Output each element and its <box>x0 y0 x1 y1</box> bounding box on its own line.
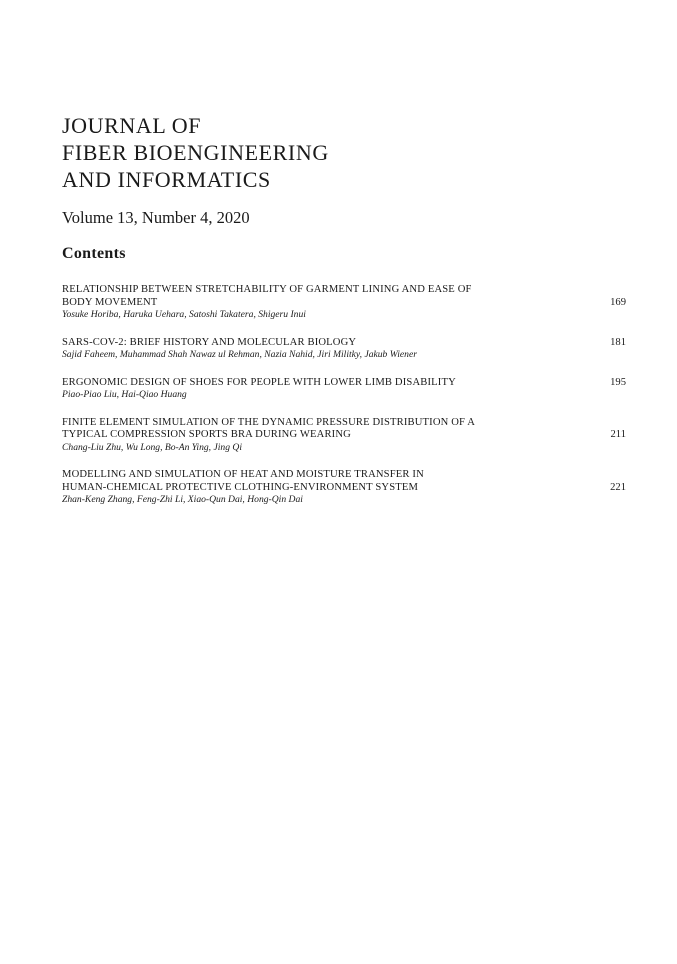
volume-info: Volume 13, Number 4, 2020 <box>62 208 250 227</box>
toc-entry <box>62 337 628 362</box>
entry-authors: Chang-Liu Zhu, Wu Long, Bo-An Ying, Jing Qi <box>62 441 242 453</box>
entry-title-line: MODELLING AND SIMULATION OF HEAT AND MOISTURE TRANSFER IN <box>62 469 424 480</box>
entry-title[interactable] <box>62 469 568 494</box>
entry-title-line: FINITE ELEMENT SIMULATION OF THE DYNAMIC PRESSURE DISTRIBUTION OF A <box>62 416 476 428</box>
entry-authors: Piao-Piao Liu, Hai-Qiao Huang <box>62 389 187 400</box>
entry-title[interactable] <box>62 417 568 442</box>
contents-heading: Contents <box>62 245 126 262</box>
toc-entry <box>62 469 628 507</box>
entry-authors: Zhan-Keng Zhang, Feng-Zhi Li, Xiao-Qun Dai, Hong-Qin Dai <box>62 494 303 505</box>
toc-entry <box>62 377 628 402</box>
entry-title-line: BODY MOVEMENT <box>62 296 158 308</box>
entry-title-line: SARS-COV-2: BRIEF HISTORY AND MOLECULAR BIOLOGY <box>62 336 357 348</box>
document-page <box>62 112 628 522</box>
entry-title[interactable] <box>62 284 568 309</box>
entry-title-line: TYPICAL COMPRESSION SPORTS BRA DURING WEARING <box>62 429 351 440</box>
entry-page-number: 181 <box>610 336 626 348</box>
entry-title-line: RELATIONSHIP BETWEEN STRETCHABILITY OF GARMENT LINING AND EASE OF <box>62 284 472 295</box>
toc-entry <box>62 417 628 455</box>
entry-title[interactable] <box>62 377 568 390</box>
entry-title-line: HUMAN-CHEMICAL PROTECTIVE CLOTHING-ENVIRONMENT SYSTEM <box>62 481 419 493</box>
entry-title-line: ERGONOMIC DESIGN OF SHOES FOR PEOPLE WITH LOWER LIMB DISABILITY <box>62 376 456 388</box>
journal-title <box>62 112 628 193</box>
entry-page-number: 169 <box>610 296 626 308</box>
entry-authors: Sajid Faheem, Muhammad Shah Nawaz ul Rehman, Nazia Nahid, Jiri Militky, Jakub Wiener <box>62 349 417 360</box>
toc-entry <box>62 284 628 322</box>
entry-title[interactable] <box>62 337 568 350</box>
entry-page-number: 195 <box>610 376 626 388</box>
journal-title-line: AND INFORMATICS <box>62 167 271 192</box>
entry-page-number: 211 <box>610 429 626 440</box>
entry-authors: Yosuke Horiba, Haruka Uehara, Satoshi Takatera, Shigeru Inui <box>62 309 306 320</box>
table-of-contents <box>62 284 628 507</box>
entry-page-number: 221 <box>610 481 626 493</box>
journal-title-line: JOURNAL OF <box>62 113 202 138</box>
journal-title-line: FIBER BIOENGINEERING <box>62 140 329 165</box>
